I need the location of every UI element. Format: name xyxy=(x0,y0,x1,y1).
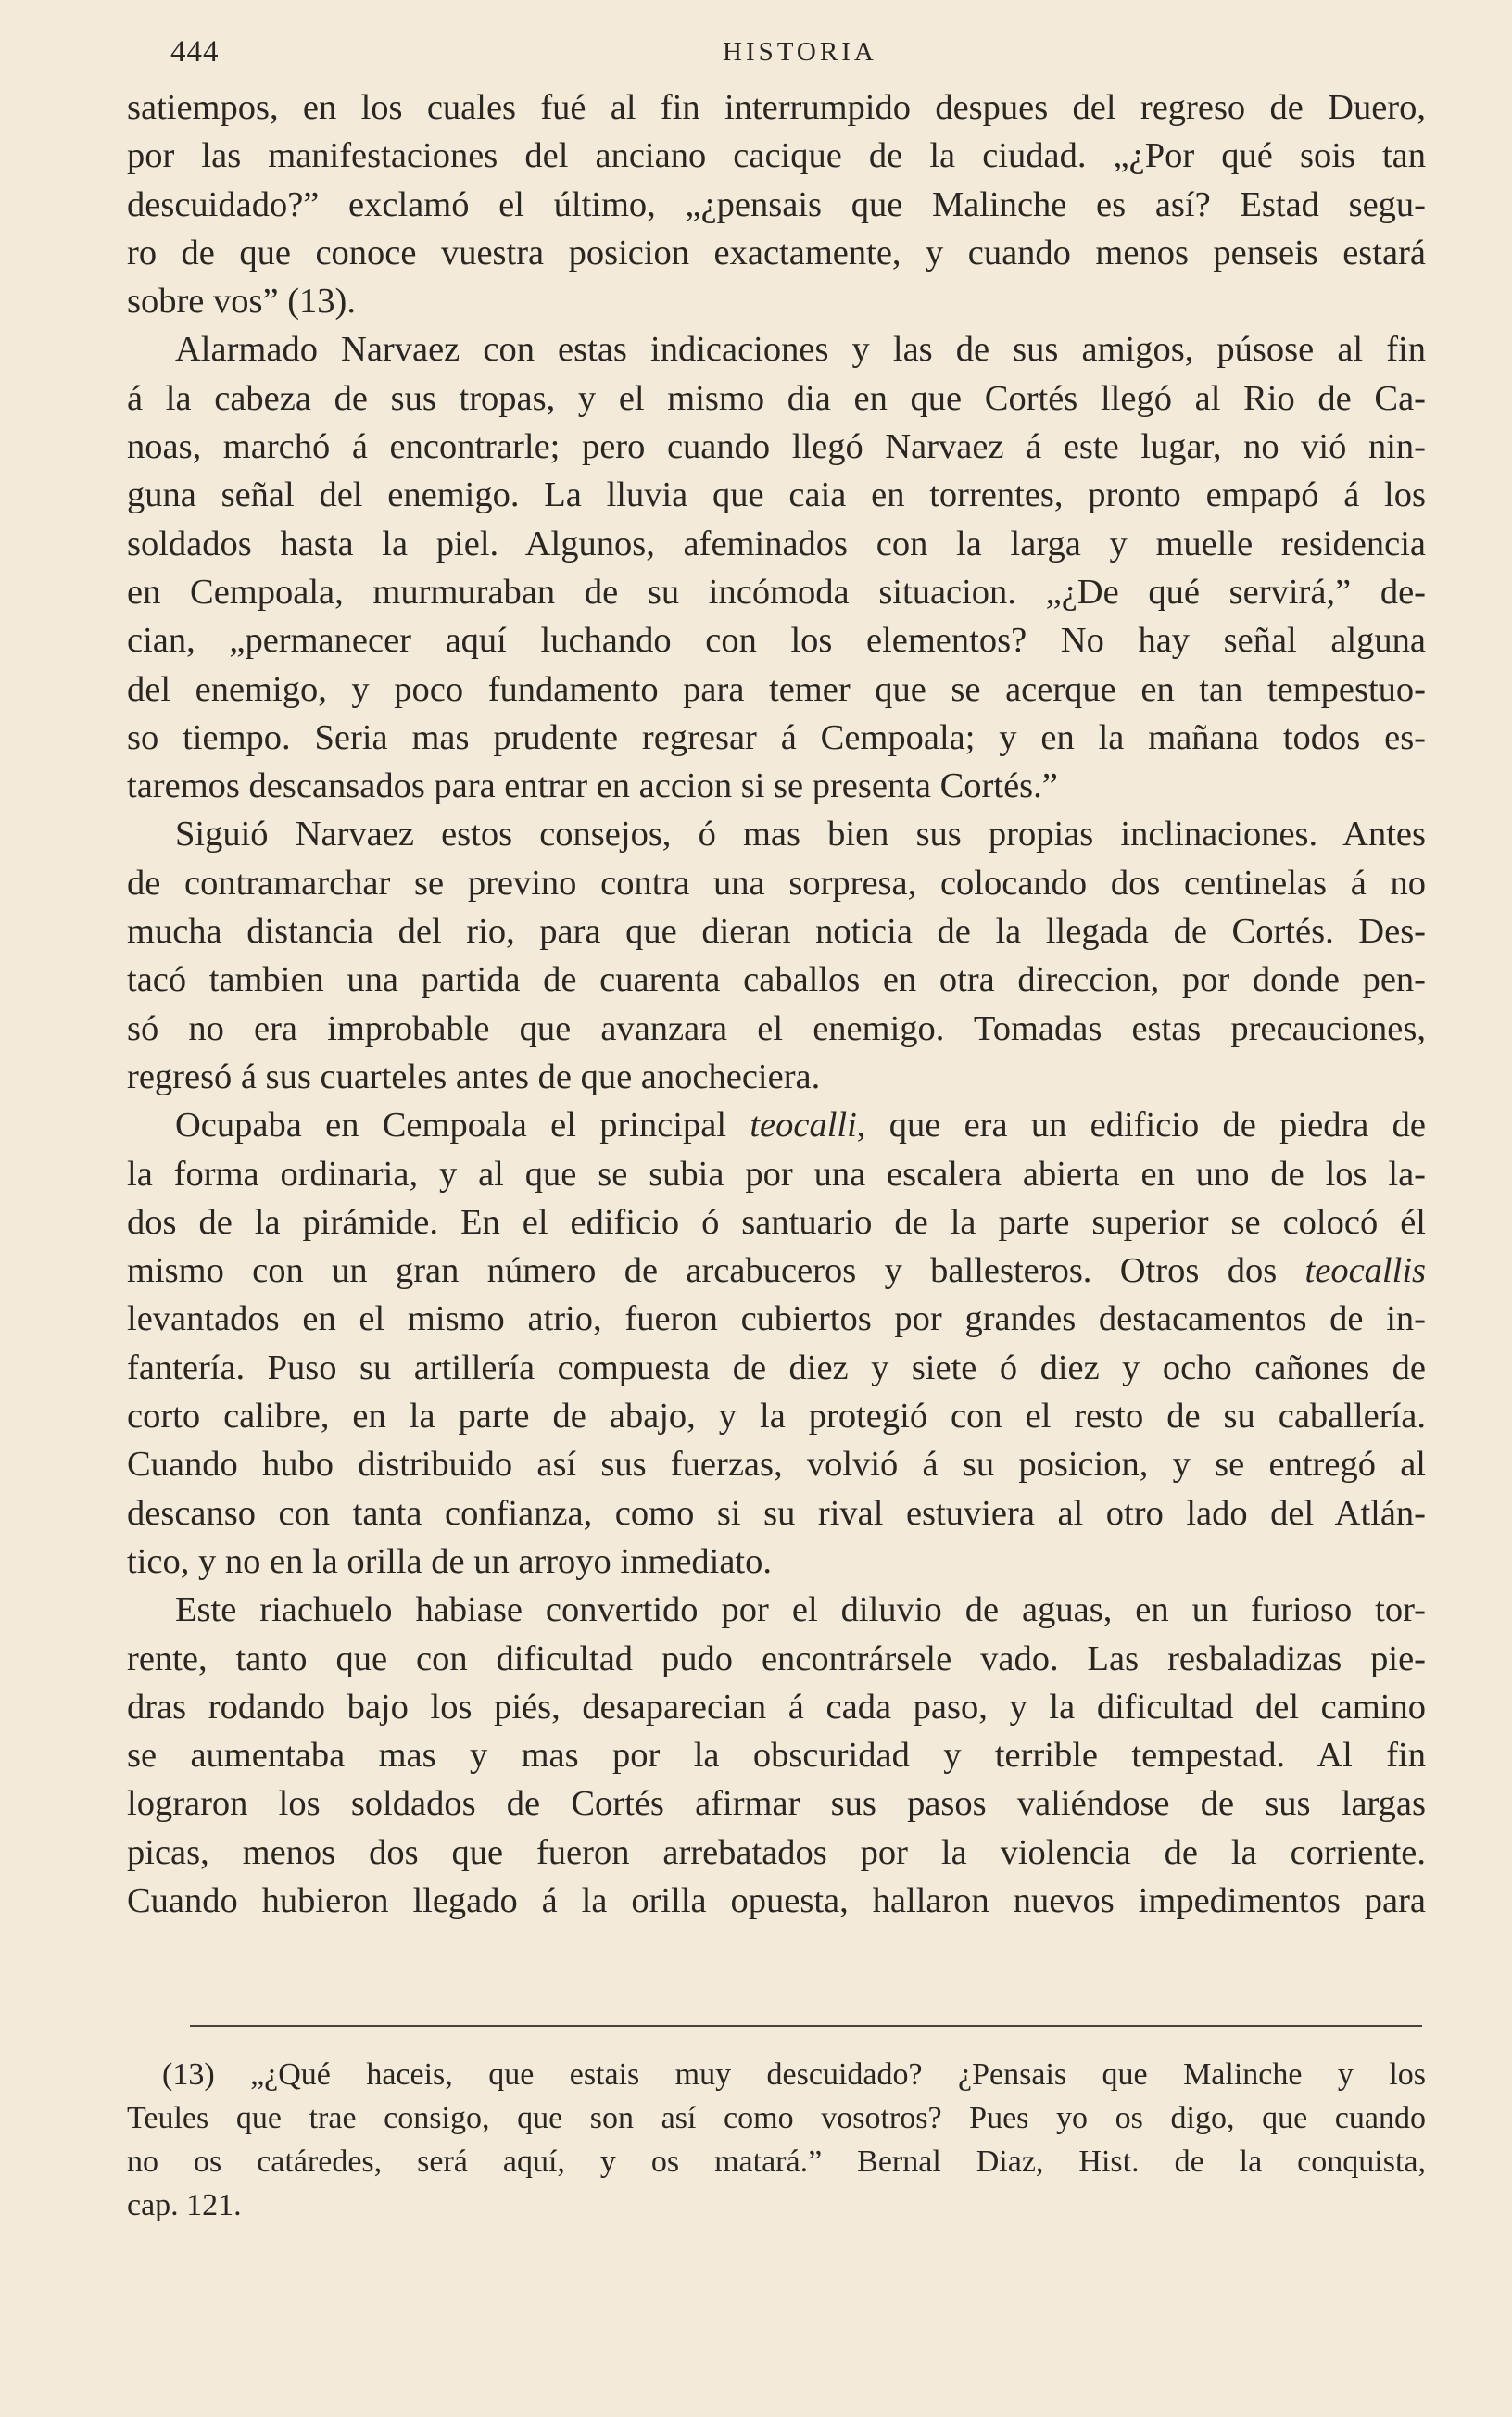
body-line: noas, marchó á encontrarle; pero cuando llegó Narvaez á este lugar, no vió nin- xyxy=(127,427,1426,467)
body-line: fantería. Puso su artillería compuesta de diez y siete ó diez y ocho cañones de xyxy=(127,1348,1426,1387)
body-line: descanso con tanta confianza, como si su rival estuviera al otro lado del Atlán- xyxy=(127,1493,1426,1533)
running-head: HISTORIA xyxy=(723,37,877,67)
body-line: Alarmado Narvaez con estas indicaciones y las de sus amigos, púsose al fin xyxy=(175,330,1426,370)
body-line: levantados en el mismo atrio, fueron cubiertos por grandes destacamentos de in- xyxy=(127,1299,1426,1339)
italic-term: teocalli xyxy=(750,1106,857,1145)
body-line: cian, „permanecer aquí luchando con los elementos? No hay señal alguna xyxy=(127,621,1426,661)
body-line: dos de la pirámide. En el edificio ó santuario de la parte superior se colocó él xyxy=(127,1202,1426,1242)
footnote-line: (13) „¿Qué haceis, que estais muy descuidado? ¿Pensais que Malinche y los xyxy=(162,2057,1426,2092)
body-line: Cuando hubieron llegado á la orilla opuesta, hallaron nuevos impedimentos para xyxy=(127,1880,1426,1920)
footnote-line: no os catáredes, será aquí, y os matará.” Bernal Diaz, Hist. de la conquista, xyxy=(127,2145,1426,2179)
body-text xyxy=(127,83,1426,1925)
body-line: por las manifestaciones del anciano cacique de la ciudad. „¿Por qué sois tan xyxy=(127,136,1426,176)
body-line: sobre vos” (13). xyxy=(127,282,356,322)
body-line: del enemigo, y poco fundamento para temer que se acerque en tan tempestuo- xyxy=(127,669,1426,709)
body-line: en Cempoala, murmuraban de su incómoda situacion. „¿De qué servirá,” de- xyxy=(127,572,1426,612)
body-line: ro de que conoce vuestra posicion exactamente, y cuando menos penseis estará xyxy=(127,233,1426,272)
body-line: rente, tanto que con dificultad pudo encontrársele vado. Las resbaladizas pie- xyxy=(127,1639,1426,1678)
body-line: de contramarchar se previno contra una sorpresa, colocando dos centinelas á no xyxy=(127,863,1426,903)
body-line: mucha distancia del rio, para que dieran noticia de la llegada de Cortés. Des- xyxy=(127,912,1426,952)
page-header xyxy=(130,35,1427,82)
body-line: taremos descansados para entrar en accion si se presenta Cortés.” xyxy=(127,766,1058,806)
italic-term: teocallis xyxy=(1304,1251,1426,1291)
body-line: á la cabeza de sus tropas, y el mismo dia en que Cortés llegó al Rio de Ca- xyxy=(127,378,1426,418)
footnote-line: Teules que trae consigo, que son así como vosotros? Pues yo os digo, que cuando xyxy=(127,2101,1426,2135)
body-line: satiempos, en los cuales fué al fin interrumpido despues del regreso de Duero, xyxy=(127,88,1426,127)
page-number: 444 xyxy=(170,35,220,69)
body-line: corto calibre, en la parte de abajo, y la protegió con el resto de su caballería. xyxy=(127,1397,1426,1436)
body-line: regresó á sus cuarteles antes de que anocheciera. xyxy=(127,1057,821,1096)
footnote-rule xyxy=(190,2025,1422,2027)
body-line: Siguió Narvaez estos consejos, ó mas bien sus propias inclinaciones. Antes xyxy=(175,815,1426,854)
body-line: tico, y no en la orilla de un arroyo inmediato. xyxy=(127,1541,773,1581)
body-line: tacó tambien una partida de cuarenta caballos en otra direccion, por donde pen- xyxy=(127,960,1426,1000)
body-line: dras rodando bajo los piés, desaparecian á cada paso, y la dificultad del camino xyxy=(127,1687,1426,1727)
body-line: lograron los soldados de Cortés afirmar sus pasos valiéndose de sus largas xyxy=(127,1784,1426,1824)
body-line: Cuando hubo distribuido así sus fuerzas, volvió á su posicion, y se entregó al xyxy=(127,1445,1426,1485)
body-line: so tiempo. Seria mas prudente regresar á Cempoala; y en la mañana todos es- xyxy=(127,717,1426,757)
footnote-line: cap. 121. xyxy=(127,2188,242,2222)
body-line: la forma ordinaria, y al que se subia por una escalera abierta en uno de los la- xyxy=(127,1154,1426,1194)
body-line: mismo con un gran número de arcabuceros y ballesteros. Otros dos teocallis xyxy=(127,1251,1426,1291)
body-line: Ocupaba en Cempoala el principal teocalli, que era un edificio de piedra de xyxy=(175,1106,1426,1145)
footnote xyxy=(127,2053,1426,2227)
body-line: soldados hasta la piel. Algunos, afeminados con la larga y muelle residencia xyxy=(127,524,1426,563)
body-line: descuidado?” exclamó el último, „¿pensais que Malinche es así? Estad segu- xyxy=(127,184,1426,224)
body-line: Este riachuelo habiase convertido por el diluvio de aguas, en un furioso tor- xyxy=(175,1590,1426,1630)
body-line: picas, menos dos que fueron arrebatados por la violencia de la corriente. xyxy=(127,1832,1426,1872)
body-line: guna señal del enemigo. La lluvia que caia en torrentes, pronto empapó á los xyxy=(127,475,1426,515)
body-line: se aumentaba mas y mas por la obscuridad y terrible tempestad. Al fin xyxy=(127,1736,1426,1776)
body-line: só no era improbable que avanzara el enemigo. Tomadas estas precauciones, xyxy=(127,1008,1426,1048)
